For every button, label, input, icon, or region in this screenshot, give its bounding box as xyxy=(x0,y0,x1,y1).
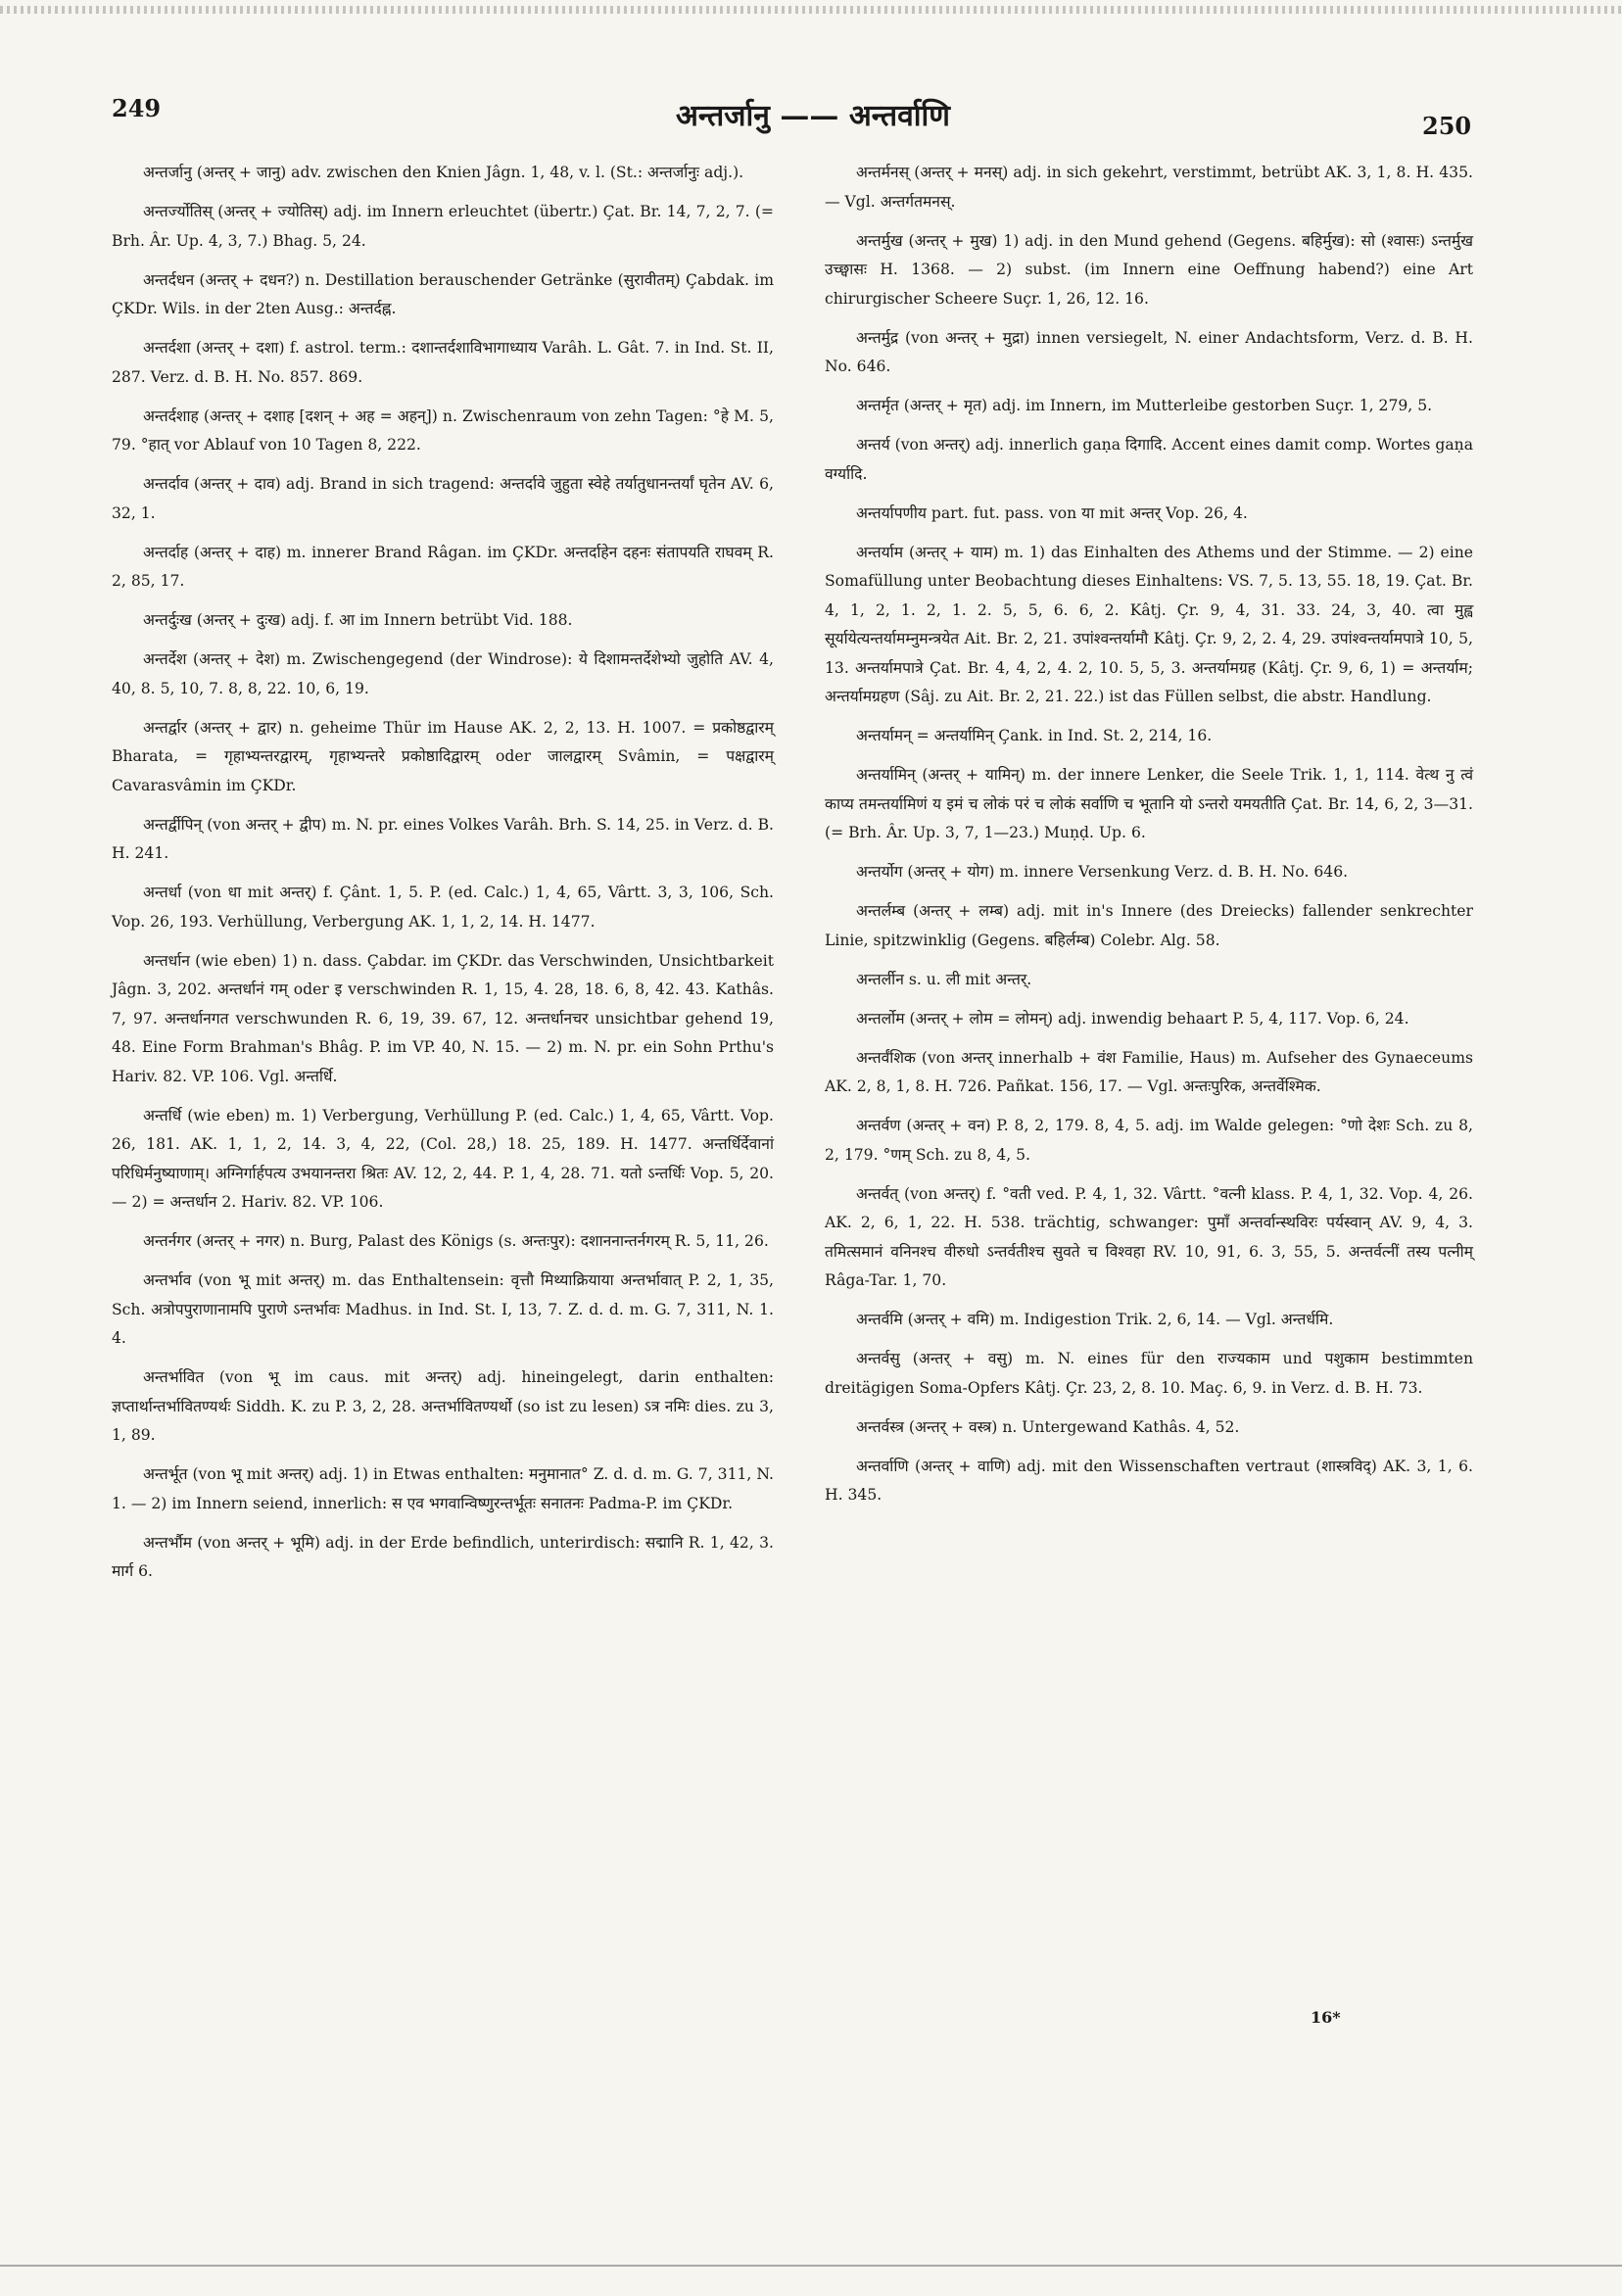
entry: अन्तर्लम्ब (अन्तर् + लम्ब) adj. mit in's Innere (des Dreiecks) fallender senkrechter Linie, spitzwinklig (Gegens. बहिर्लम्ब) Colebr. Alg. 58. xyxy=(825,902,1473,949)
entry: अन्तर्याम (अन्तर् + याम) m. 1) das Einhalten des Athems und der Stimme. — 2) eine Somafüllung unter Beobachtung dieses Einhaltens: VS. 7, 5. 13, 55. 18, 19. Çat. Br. 4, 1, 2, 1. 2, 1. 2. 5, 5, 6. 6, 2. Kâtj. Çr. 9, 4, 31. 33. 24, 3, 40. त्वा मुह्व सूर्यायेत्यन्तर्यामम्नुमन्त्रयेत Ait. Br. 2, 21. उपांश्वन्तर्यामौ Kâtj. Çr. 9, 2, 2. 4, 29. उपांश्वन्तर्यामपात्रे 10, 5, 13. अन्तर्यामपात्रे Çat. Br. 4, 4, 2, 4. 2, 10. 5, 5, 3. अन्तर्यामग्रह (Kâtj. Çr. 9, 6, 1) = अन्तर्याम; अन्तर्यामग्रहण (Sâj. zu Ait. Br. 2, 21. 22.) ist das Füllen selbst, die abstr. Handlung. xyxy=(825,543,1473,705)
page-number-left: 249 xyxy=(112,94,162,122)
entry: अन्तर्वमि (अन्तर् + वमि) m. Indigestion Trik. 2, 6, 14. — Vgl. अन्तर्धमि. xyxy=(856,1311,1334,1328)
entry: अन्तर्भूत (von भू mit अन्तर्) adj. 1) in Etwas enthalten: मनुमानात° Z. d. d. m. G. 7, 311, N. 1. — 2) im Innern seiend, innerlich: स एव भगवान्विष्णुरन्तर्भूतः सनातनः Padma-P. im ÇKDr. xyxy=(112,1465,774,1512)
entry: अन्तर्लोम (अन्तर् + लोम = लोमन्) adj. inwendig behaart P. 5, 4, 117. Vop. 6, 24. xyxy=(856,1009,1409,1028)
signature-mark: 16* xyxy=(1311,2008,1341,2027)
entry: अन्तर्देश (अन्तर् + देश) m. Zwischengegend (der Windrose): ये दिशामन्तर्देशेभ्यो जुहोति AV. 4, 40, 8. 5, 10, 7. 8, 8, 22. 10, 6, 19. xyxy=(112,650,774,697)
entry: अन्तर्वत् (von अन्तर्) f. °वती ved. P. 4, 1, 32. Vârtt. °वत्नी klass. P. 4, 1, 32. Vop. 4, 26. AK. 2, 6, 1, 22. H. 538. trächtig, schwanger: पुमाँ अन्तर्वान्स्थविरः पर्यस्वान् AV. 9, 4, 3. तमित्समानं वनिनश्च वीरुधो ऽन्तर्वतीश्च सुवते च विश्वहा RV. 10, 91, 6. 3, 55, 5. अन्तर्वत्नीं तस्य पत्नीम् Râga-Tar. 1, 70. xyxy=(825,1184,1473,1289)
entry: अन्तर्यापणीय part. fut. pass. von या mit अन्तर् Vop. 26, 4. xyxy=(856,503,1248,522)
entry: अन्तर्दशा (अन्तर् + दशा) f. astrol. term.: दशान्तर्दशाविभागाध्याय Varâh. L. Gât. 7. in Ind. St. II, 287. Verz. d. B. H. No. 857. 869. xyxy=(112,339,774,386)
left-column xyxy=(112,159,774,1597)
entry: अन्तर्धि (wie eben) m. 1) Verbergung, Verhüllung P. (ed. Calc.) 1, 4, 65, Vârtt. Vop. 26, 181. AK. 1, 1, 2, 14. 3, 4, 22, (Col. 28,) 18. 25, 189. H. 1477. अन्तर्धिर्देवानां परिधिर्मनुष्याणाम्। अग्निर्गार्हपत्य उभयानन्तरा श्रितः AV. 12, 2, 44. P. 1, 4, 28. 71. यतो ऽन्तर्धिः Vop. 5, 20. — 2) = अन्तर्धान 2. Hariv. 82. VP. 106. xyxy=(112,1106,774,1211)
entry: अन्तर्दशाह (अन्तर् + दशाह [दशन् + अह = अहन्]) n. Zwischenraum von zehn Tagen: °हे M. 5, 79. °हात् vor Ablauf von 10 Tagen 8, 222. xyxy=(112,407,774,454)
entry: अन्तर्मुद्र (von अन्तर् + मुद्रा) innen versiegelt, N. einer Andachtsform, Verz. d. B. H. No. 646. xyxy=(825,328,1473,375)
running-head: अन्तर्जानु —— अन्तर्वाणि xyxy=(676,99,950,133)
scan-bottom-edge xyxy=(0,2265,1622,2267)
page-number-right: 250 xyxy=(1422,112,1472,140)
entry: अन्तर्भौम (von अन्तर् + भूमि) adj. in der Erde befindlich, unterirdisch: सद्मानि R. 1, 42, 3. मार्ग 6. xyxy=(112,1533,774,1580)
entry: अन्तर्दाव (अन्तर् + दाव) adj. Brand in sich tragend: अन्तर्दावे जुहुता स्वेहे तर्यातुधानन्तर्यां घृतेन AV. 6, 32, 1. xyxy=(112,475,774,522)
entry: अन्तर्भावित (von भू im caus. mit अन्तर्) adj. hineingelegt, darin enthalten: ज्ञप्तार्थान्तर्भावितण्यर्थः Siddh. K. zu P. 3, 2, 28. अन्तर्भावितण्यर्थो (so ist zu lesen) ऽत्र नमिः dies. zu 3, 1, 89. xyxy=(112,1368,774,1444)
entry: अन्तर्ज्योतिस् (अन्तर् + ज्योतिस्) adj. im Innern erleuchtet (übertr.) Çat. Br. 14, 7, 2, 7. (= Brh. Âr. Up. 4, 3, 7.) Bhag. 5, 24. xyxy=(112,203,774,250)
entry: अन्तर्य (von अन्तर्) adj. innerlich gaṇa दिगादि. Accent eines damit comp. Wortes gaṇa वर्ग्यादि. xyxy=(825,436,1473,483)
entry: अन्तर्जानु (अन्तर् + जानु) adv. zwischen den Knien Jâgn. 1, 48, v. l. (St.: अन्तर्जानुः adj.). xyxy=(143,164,744,181)
right-column xyxy=(825,159,1473,1520)
entry: अन्तर्द्वार (अन्तर् + द्वार) n. geheime Thür im Hause AK. 2, 2, 13. H. 1007. = प्रकोष्ठद्वारम् Bharata, = गृहाभ्यन्तरद्वारम्, गृहाभ्यन्तरे प्रकोष्ठादिद्वारम् oder जालद्वारम् Svâmin, = पक्षद्वारम् Cavarasvâmin im ÇKDr. xyxy=(112,718,774,794)
entry: अन्तर्वस्त्र (अन्तर् + वस्त्र) n. Untergewand Kathâs. 4, 52. xyxy=(856,1417,1240,1436)
entry: अन्तर्लीन s. u. ली mit अन्तर्. xyxy=(856,970,1032,988)
entry: अन्तर्दुःख (अन्तर् + दुःख) adj. f. आ im Innern betrübt Vid. 188. xyxy=(143,611,573,629)
entry: अन्तर्भाव (von भू mit अन्तर्) m. das Enthaltensein: वृत्तौ मिथ्याक्रियाया अन्तर्भावात् P. 2, 1, 35, Sch. अत्रोपपुराणानामपि पुराणे ऽन्तर्भावः Madhus. in Ind. St. I, 13, 7. Z. d. d. m. G. 7, 311, N. 1. 4. xyxy=(112,1271,774,1347)
entry: अन्तर्मृत (अन्तर् + मृत) adj. im Innern, im Mutterleibe gestorben Suçr. 1, 279, 5. xyxy=(856,397,1433,414)
entry: अन्तर्वाणि (अन्तर् + वाणि) adj. mit den Wissenschaften vertraut (शास्त्रविद्) AK. 3, 1, 6. H. 345. xyxy=(825,1457,1473,1504)
entry: अन्तर्वण (अन्तर् + वन) P. 8, 2, 179. 8, 4, 5. adj. im Walde gelegen: °णो देशः Sch. zu 8, 2, 179. °णम् Sch. zu 8, 4, 5. xyxy=(825,1117,1473,1164)
entry: अन्तर्नगर (अन्तर् + नगर) n. Burg, Palast des Königs (s. अन्तःपुर): दशाननान्तर्नगरम् R. 5, 11, 26. xyxy=(143,1232,769,1250)
entry: अन्तर्द्वीपिन् (von अन्तर् + द्वीप) m. N. pr. eines Volkes Varâh. Brh. S. 14, 25. in Verz. d. B. H. 241. xyxy=(112,815,774,862)
entry: अन्तर्धा (von धा mit अन्तर्) f. Çânt. 1, 5. P. (ed. Calc.) 1, 4, 65, Vârtt. 3, 3, 106, Sch. Vop. 26, 193. Verhüllung, Verbergung AK. 1, 1, 2, 14. H. 1477. xyxy=(112,884,774,931)
entry: अन्तर्वंशिक (von अन्तर् innerhalb + वंश Familie, Haus) m. Aufseher des Gynaeceums AK. 2, 8, 1, 8. H. 726. Pañkat. 156, 17. — Vgl. अन्तःपुरिक, अन्तर्वेश्मिक. xyxy=(825,1048,1473,1095)
entry: अन्तर्योग (अन्तर् + योग) m. innere Versenkung Verz. d. B. H. No. 646. xyxy=(856,863,1349,881)
entry: अन्तर्मनस् (अन्तर् + मनस्) adj. in sich gekehrt, verstimmt, betrübt AK. 3, 1, 8. H. 435. — Vgl. अन्तर्गतमनस्. xyxy=(825,164,1473,211)
entry: अन्तर्यामन् = अन्तर्यामिन् Çank. in Ind. St. 2, 214, 16. xyxy=(856,727,1213,744)
entry: अन्तर्दधन (अन्तर् + दधन?) n. Destillation berauschender Getränke (सुरावीतम्) Çabdak. im ÇKDr. Wils. in der 2ten Ausg.: अन्तर्दह्न. xyxy=(112,270,774,317)
entry: अन्तर्मुख (अन्तर् + मुख) 1) adj. in den Mund gehend (Gegens. बहिर्मुख): सो (श्वासः) ऽन्तर्मुख उच्छ्वासः H. 1368. — 2) subst. (im Innern eine Oeffnung habend?) eine Art chirurgischer Scheere Suçr. 1, 26, 12. 16. xyxy=(825,231,1473,308)
scan-top-edge xyxy=(0,6,1622,14)
entry: अन्तर्वसु (अन्तर् + वसु) m. N. eines für den राज्यकाम und पशुकाम bestimmten dreitägigen Soma-Opfers Kâtj. Çr. 23, 2, 8. 10. Maç. 6, 9. in Verz. d. B. H. 73. xyxy=(825,1350,1473,1397)
entry: अन्तर्दाह (अन्तर् + दाह) m. innerer Brand Râgan. im ÇKDr. अन्तर्दाहेन दहनः संतापयति राघवम् R. 2, 85, 17. xyxy=(112,543,774,590)
entry: अन्तर्यामिन् (अन्तर् + यामिन्) m. der innere Lenker, die Seele Trik. 1, 1, 114. वेत्थ नु त्वं काप्य तमन्तर्यामिणं य इमं च लोकं परं च लोकं सर्वाणि च भूतानि यो ऽन्तरो यमयतीति Çat. Br. 14, 6, 2, 3—31. (= Brh. Âr. Up. 3, 7, 1—23.) Muṇḍ. Up. 6. xyxy=(825,766,1473,841)
entry: अन्तर्धान (wie eben) 1) n. dass. Çabdar. im ÇKDr. das Verschwinden, Unsichtbarkeit Jâgn. 3, 202. अन्तर्धानं गम् oder इ verschwinden R. 1, 15, 4. 28, 18. 6, 8, 42. 43. Kathâs. 7, 97. अन्तर्धानगत verschwunden R. 6, 19, 39. 67, 12. अन्तर्धानचर unsichtbar gehend 19, 48. Eine Form Brahman's Bhâg. P. im VP. 40, N. 15. — 2) m. N. pr. ein Sohn Prthu's Hariv. 82. VP. 106. Vgl. अन्तर्धि. xyxy=(112,951,774,1085)
